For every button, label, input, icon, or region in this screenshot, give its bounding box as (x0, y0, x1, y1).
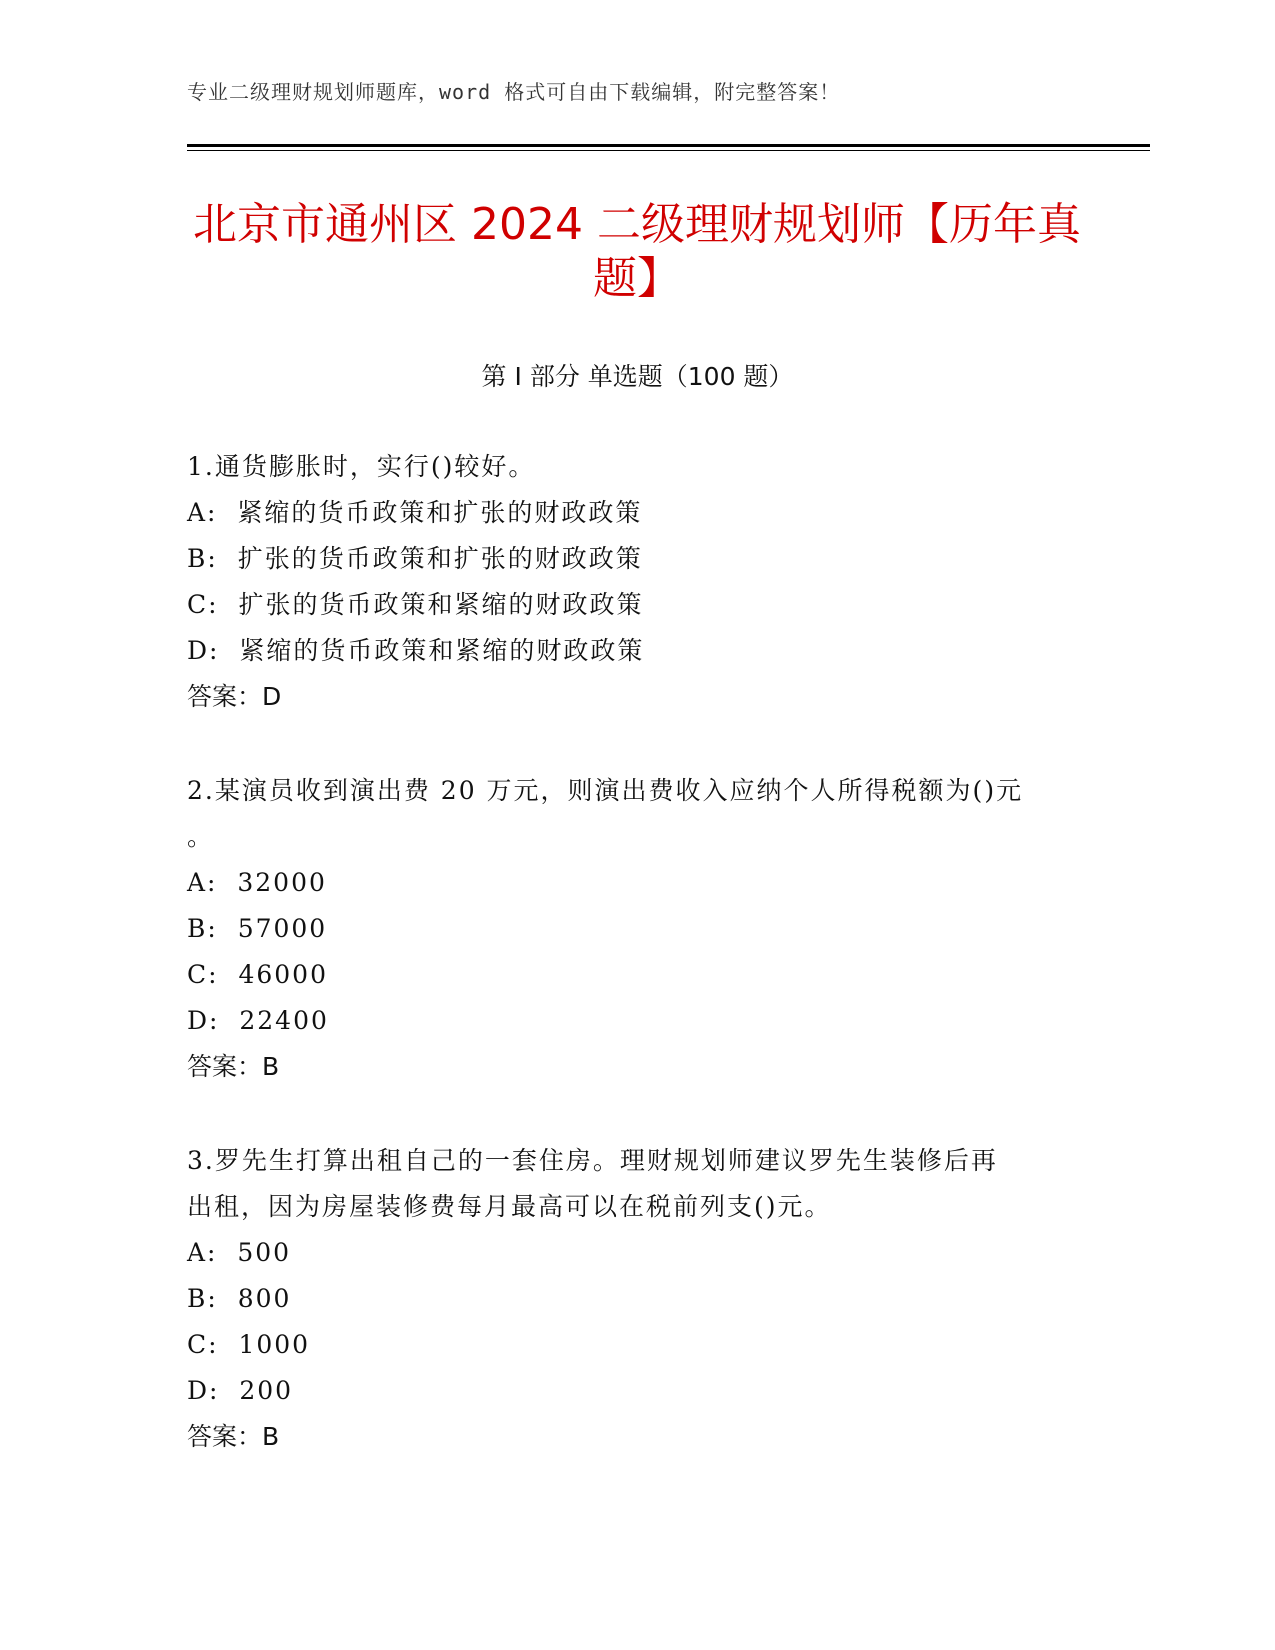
document-title-line-1: 北京市通州区 2024 二级理财规划师【历年真 (193, 199, 1081, 250)
document-title (187, 198, 1087, 306)
question-3-option-a: A: 500 (187, 1238, 292, 1267)
question-3-answer: 答案：B (187, 1422, 280, 1451)
question-1-stem-line-1: 1.通货膨胀时，实行()较好。 (187, 452, 536, 481)
question-1-option-d: D: 紧缩的货币政策和紧缩的财政政策 (187, 636, 645, 665)
question-1 (187, 444, 1087, 720)
question-2 (187, 768, 1087, 1090)
question-2-option-c: C: 46000 (187, 960, 328, 989)
question-1-option-b: B: 扩张的货币政策和扩张的财政政策 (187, 544, 643, 573)
question-2-answer: 答案：B (187, 1052, 280, 1081)
header-note: 专业二级理财规划师题库，word 格式可自由下载编辑，附完整答案！ (187, 80, 841, 104)
document-title-line-2: 题】 (593, 253, 681, 304)
question-3 (187, 1138, 1087, 1460)
question-2-stem-line-1: 2.某演员收到演出费 20 万元，则演出费收入应纳个人所得税额为()元 (187, 776, 1024, 805)
question-2-option-a: A: 32000 (187, 868, 327, 897)
question-1-option-c: C: 扩张的货币政策和紧缩的财政政策 (187, 590, 644, 619)
header-rule-thick (187, 144, 1150, 147)
question-3-stem-line-1: 3.罗先生打算出租自己的一套住房。理财规划师建议罗先生装修后再 (187, 1146, 998, 1175)
question-1-option-a: A: 紧缩的货币政策和扩张的财政政策 (187, 498, 643, 527)
question-list (187, 444, 1087, 1508)
header-rule-thin (187, 150, 1150, 151)
question-2-stem-line-2: 。 (187, 822, 215, 851)
question-3-option-b: B: 800 (187, 1284, 292, 1313)
question-3-stem-line-2: 出租，因为房屋装修费每月最高可以在税前列支()元。 (187, 1192, 832, 1221)
question-2-option-d: D: 22400 (187, 1006, 329, 1035)
question-2-option-b: B: 57000 (187, 914, 328, 943)
section-title: 第 I 部分 单选题（100 题） (481, 362, 794, 391)
question-1-answer: 答案：D (187, 682, 282, 711)
question-3-option-c: C: 1000 (187, 1330, 311, 1359)
question-3-option-d: D: 200 (187, 1376, 294, 1405)
